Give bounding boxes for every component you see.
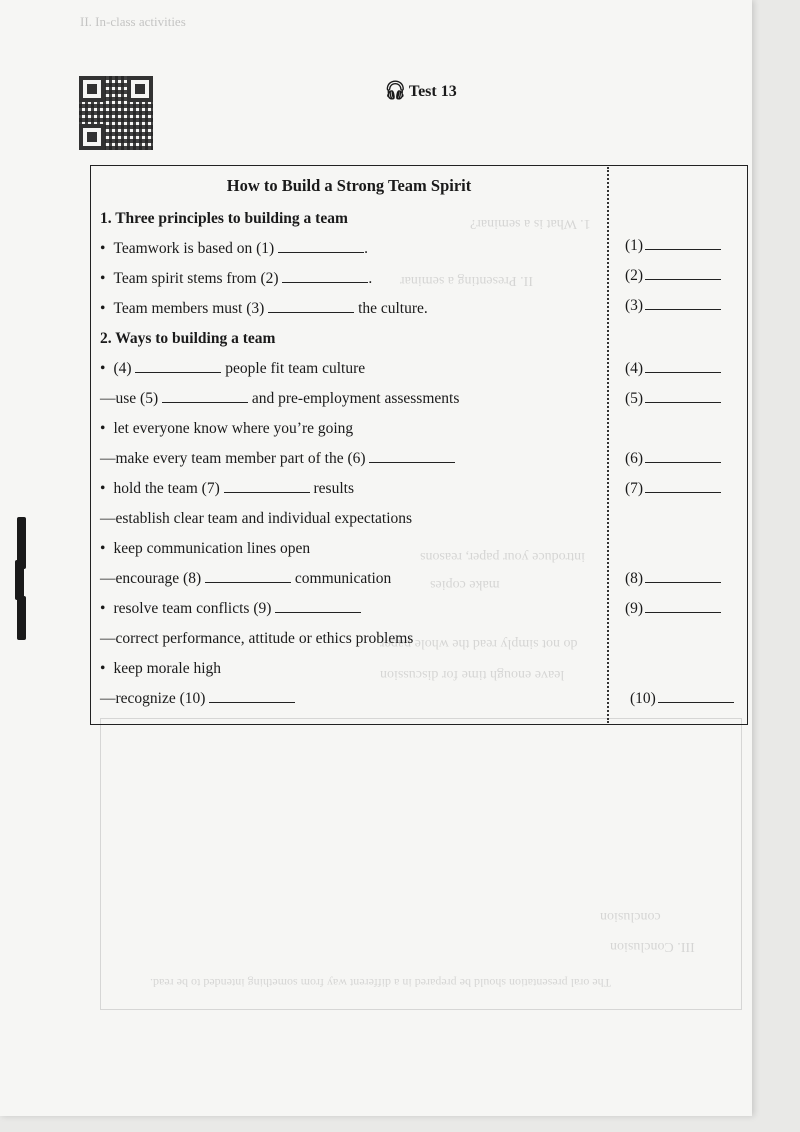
line-text-after: results: [313, 480, 354, 497]
answer-blank[interactable]: [645, 598, 721, 613]
fill-in-blank[interactable]: [369, 448, 455, 463]
fill-in-blank[interactable]: [135, 358, 221, 373]
fill-in-blank[interactable]: [224, 478, 310, 493]
line-text-before: hold the team (7): [113, 480, 220, 497]
dash-item: [100, 628, 413, 650]
bullet-item: [100, 538, 310, 560]
bullet-item: [100, 418, 353, 440]
bullet-icon: •: [100, 600, 106, 617]
answer-blank[interactable]: [645, 295, 721, 310]
bleed-line: conclusion: [600, 909, 661, 924]
line-text-before: keep communication lines open: [113, 540, 311, 557]
bullet-item: [100, 268, 372, 290]
fill-in-blank[interactable]: [162, 388, 248, 403]
dash-item: [100, 388, 459, 410]
bullet-icon: •: [100, 660, 106, 677]
bullet-icon: •: [100, 480, 106, 497]
answer-slot: [630, 688, 734, 710]
line-text-before: —use (5): [100, 390, 159, 407]
line-text-before: —make every team member part of the (6): [100, 450, 366, 467]
dash-item: [100, 568, 391, 590]
headphones-icon: 🎧︎: [384, 80, 407, 100]
answer-number: (6): [625, 450, 644, 467]
answer-slot: [625, 235, 721, 257]
section-heading: 2. Ways to building a team: [100, 330, 276, 347]
line-text-before: Team spirit stems from (2): [113, 270, 279, 287]
bullet-item: [100, 658, 221, 680]
bullet-item: [100, 358, 365, 380]
fill-in-blank[interactable]: [268, 298, 354, 313]
answer-number: (5): [625, 390, 644, 407]
dash-item: [100, 448, 455, 470]
line-text-before: —establish clear team and individual expectations: [100, 510, 413, 527]
answer-number: (2): [625, 267, 644, 284]
answer-slot: [625, 568, 721, 590]
line-text-before: keep morale high: [113, 660, 222, 677]
answer-number: (10): [630, 690, 656, 707]
answer-blank[interactable]: [645, 358, 721, 373]
bullet-icon: •: [100, 300, 106, 317]
fill-in-blank[interactable]: [278, 238, 364, 253]
answer-blank[interactable]: [645, 388, 721, 403]
line-text-before: —recognize (10): [100, 690, 206, 707]
answer-slot: [625, 478, 721, 500]
answer-blank[interactable]: [645, 448, 721, 463]
answer-slot: [625, 598, 721, 620]
answer-number: (1): [625, 237, 644, 254]
answer-blank[interactable]: [645, 478, 721, 493]
bleed-line: III. Conclusion: [610, 939, 695, 954]
bleed-through-header: II. In-class activities: [80, 14, 186, 29]
bleed-line: The oral presentation should be prepared in a different way from something intended to be read.: [150, 976, 611, 990]
bullet-icon: •: [100, 420, 106, 437]
line-text-before: Teamwork is based on (1): [113, 240, 275, 257]
bullet-icon: •: [100, 360, 106, 377]
answer-slot: [625, 295, 721, 317]
bleed-line: leave enough time for discussion: [380, 667, 565, 682]
answer-blank[interactable]: [658, 688, 734, 703]
line-text-after: people fit team culture: [225, 360, 366, 377]
bullet-icon: •: [100, 540, 106, 557]
bleed-line: II. Presenting a seminar: [400, 273, 533, 288]
section-heading: 1. Three principles to building a team: [100, 210, 348, 227]
bleed-line: 1. What is a seminar?: [470, 216, 591, 231]
answer-column-divider: [607, 167, 609, 723]
bleed-through-box: [100, 718, 742, 1010]
line-text-before: —encourage (8): [100, 570, 202, 587]
fill-in-blank[interactable]: [209, 688, 295, 703]
answer-slot: [625, 265, 721, 287]
answer-blank[interactable]: [645, 568, 721, 583]
page-edge-mark: [17, 596, 26, 640]
answer-blank[interactable]: [645, 265, 721, 280]
line-text-after: the culture.: [358, 300, 428, 317]
line-text-after: and pre-employment assessments: [251, 390, 460, 407]
bullet-item: [100, 598, 361, 620]
line-text-before: let everyone know where you’re going: [113, 420, 354, 437]
line-text-after: .: [364, 240, 368, 257]
line-text-before: —correct performance, attitude or ethics problems: [100, 630, 414, 647]
fill-in-blank[interactable]: [282, 268, 368, 283]
bullet-icon: •: [100, 240, 106, 257]
answer-number: (4): [625, 360, 644, 377]
bullet-item: [100, 298, 428, 320]
line-text-before: (4): [113, 360, 132, 377]
box-title: How to Build a Strong Team Spirit: [226, 176, 472, 195]
test-title-text: Test 13: [408, 83, 457, 100]
answer-slot: [625, 448, 721, 470]
bullet-item: [100, 478, 354, 500]
bleed-line: introduce your paper, reasons: [420, 549, 586, 564]
test-title: [384, 80, 457, 101]
bleed-line: do not simply read the whole paper: [380, 636, 578, 651]
answer-number: (9): [625, 600, 644, 617]
answer-blank[interactable]: [645, 235, 721, 250]
answer-slot: [625, 388, 721, 410]
answer-number: (7): [625, 480, 644, 497]
answer-slot: [625, 358, 721, 380]
bullet-icon: •: [100, 270, 106, 287]
line-text-after: .: [368, 270, 373, 287]
page-edge-mark: [15, 560, 24, 600]
answer-number: (3): [625, 297, 644, 314]
fill-in-blank[interactable]: [205, 568, 291, 583]
bullet-item: [100, 238, 368, 260]
dash-item: [100, 688, 295, 710]
fill-in-blank[interactable]: [275, 598, 361, 613]
dash-item: [100, 508, 412, 530]
answer-number: (8): [625, 570, 644, 587]
bleed-line: make copies: [430, 577, 500, 592]
line-text-after: communication: [294, 570, 392, 587]
line-text-before: resolve team conflicts (9): [113, 600, 272, 617]
line-text-before: Team members must (3): [113, 300, 265, 317]
qr-code-icon: [79, 76, 153, 150]
